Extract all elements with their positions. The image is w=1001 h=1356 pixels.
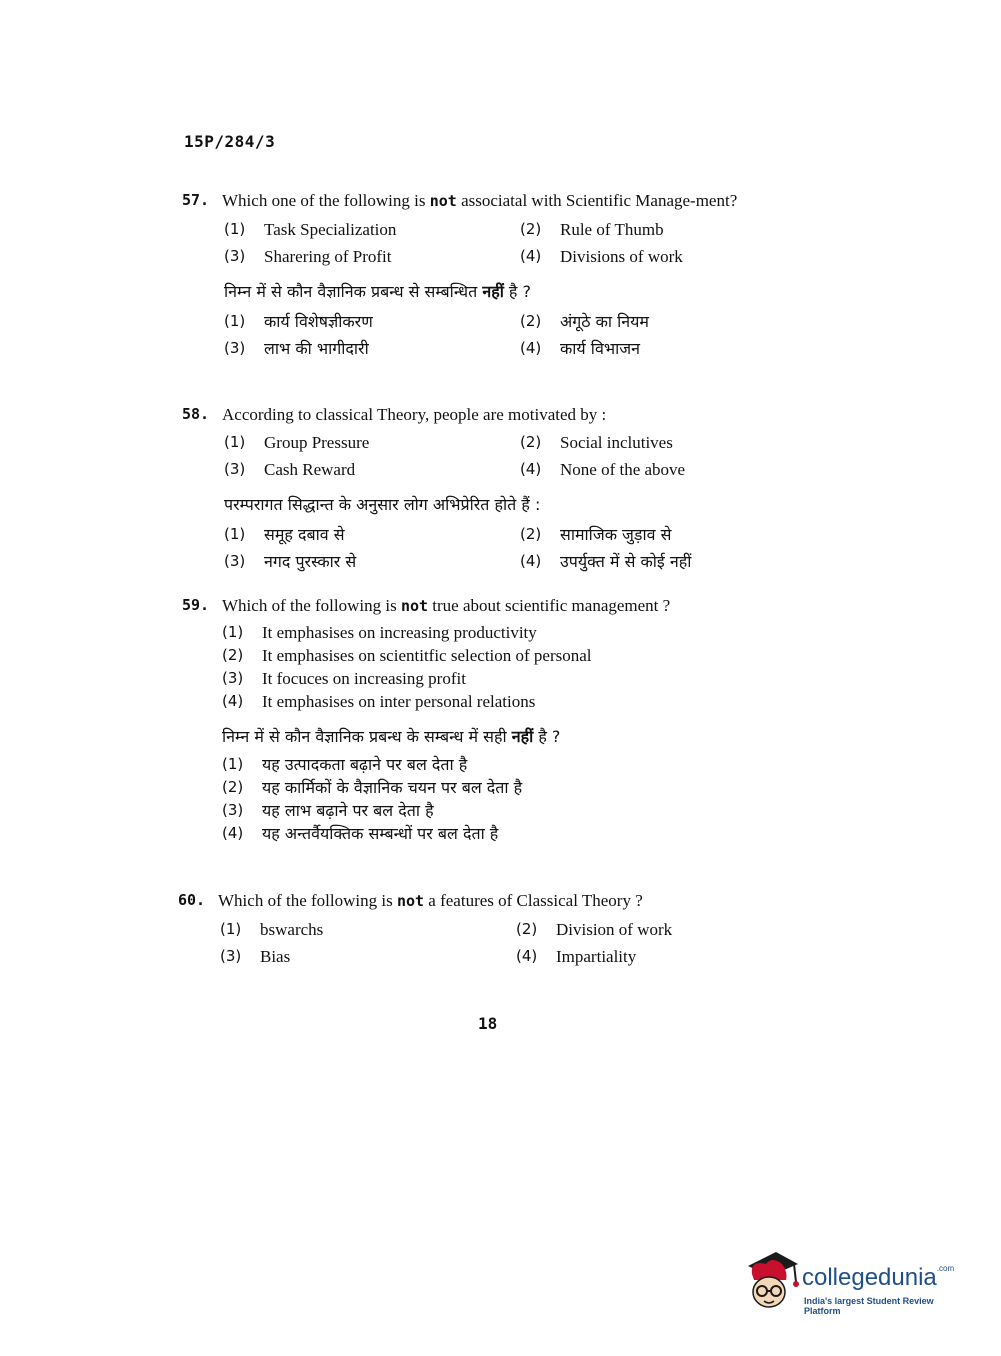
option[interactable]: (1) Group Pressure xyxy=(224,433,370,452)
option[interactable]: (4) उपर्युक्त में से कोई नहीं xyxy=(520,552,692,571)
options-hi xyxy=(224,310,822,360)
option[interactable]: (1) यह उत्पादकता बढ़ाने पर बल देता है xyxy=(222,755,468,774)
option[interactable]: (3) यह लाभ बढ़ाने पर बल देता है xyxy=(222,801,434,820)
logo-tagline: India's largest Student Review Platform xyxy=(804,1296,934,1316)
question-text-en: According to classical Theory, people are motivated by : xyxy=(222,405,607,424)
option[interactable]: (4) Divisions of work xyxy=(520,247,683,266)
option[interactable]: (3) Sharering of Profit xyxy=(224,247,392,266)
question-text-en: Which of the following is not a features of Classical Theory ? xyxy=(218,891,643,910)
question-number: 59. xyxy=(182,596,210,614)
option[interactable]: (1) समूह दबाव से xyxy=(224,525,345,544)
option[interactable]: (4) It emphasises on inter personal relations xyxy=(222,692,536,711)
option[interactable]: (4) Impartiality xyxy=(516,947,637,966)
option[interactable]: (2) It emphasises on scientitfic selection of personal xyxy=(222,646,592,665)
logo-name: collegedunia$^{.com}$ xyxy=(802,1264,955,1291)
question-58 xyxy=(182,404,822,573)
question-text-en: Which of the following is not true about scientific management ? xyxy=(222,596,671,615)
question-number: 58. xyxy=(182,405,210,423)
question-57 xyxy=(182,190,822,360)
option[interactable]: (1) It emphasises on increasing productivity xyxy=(222,623,537,642)
option[interactable]: (2) Social inclutives xyxy=(520,433,673,452)
options-en xyxy=(220,918,818,968)
page-code: 15P/284/3 xyxy=(184,132,276,151)
options-hi xyxy=(222,753,822,845)
option[interactable]: (4) कार्य विभाजन xyxy=(520,339,640,358)
option[interactable]: (3) It focuces on increasing profit xyxy=(222,669,466,688)
option[interactable]: (1) कार्य विशेषज्ञीकरण xyxy=(224,312,373,331)
question-text-hi: निम्न में से कौन वैज्ञानिक प्रबन्ध से सम्बन्धित नहीं है ? xyxy=(224,282,532,301)
question-text-hi: परम्परागत सिद्धान्त के अनुसार लोग अभिप्रेरित होते हैं : xyxy=(224,495,541,514)
option[interactable]: (2) अंगूठे का नियम xyxy=(520,312,650,331)
option[interactable]: (3) Bias xyxy=(220,947,291,966)
question-text-hi: निम्न में से कौन वैज्ञानिक प्रबन्ध के सम्बन्ध में सही नहीं है ? xyxy=(222,727,561,746)
question-60 xyxy=(178,890,818,968)
collegedunia-logo[interactable] xyxy=(742,1250,972,1316)
option[interactable]: (1) bswarchs xyxy=(220,920,324,939)
option[interactable]: (2) Division of work xyxy=(516,920,673,939)
option[interactable]: (2) यह कार्मिकों के वैज्ञानिक चयन पर बल देता है xyxy=(222,778,523,797)
option[interactable]: (3) नगद पुरस्कार से xyxy=(224,552,357,571)
options-en xyxy=(222,621,822,713)
option[interactable]: (2) Rule of Thumb xyxy=(520,220,664,239)
option[interactable]: (4) None of the above xyxy=(520,460,686,479)
question-text-en: Which one of the following is not associatal with Scientific Manage-ment? xyxy=(222,191,738,210)
question-number: 60. xyxy=(178,891,206,909)
option[interactable]: (2) सामाजिक जुड़ाव से xyxy=(520,525,672,544)
options-hi xyxy=(224,523,822,573)
option[interactable]: (3) Cash Reward xyxy=(224,460,356,479)
option[interactable]: (1) Task Specialization xyxy=(224,220,397,239)
option[interactable]: (4) यह अन्तर्वैयक्तिक सम्बन्धों पर बल देता है xyxy=(222,824,499,843)
options-en xyxy=(224,431,822,481)
options-en xyxy=(224,218,822,268)
page-number: 18 xyxy=(478,1014,498,1033)
question-number: 57. xyxy=(182,191,210,209)
question-59 xyxy=(182,595,822,845)
option[interactable]: (3) लाभ की भागीदारी xyxy=(224,339,369,358)
mascot-icon xyxy=(742,1250,800,1312)
